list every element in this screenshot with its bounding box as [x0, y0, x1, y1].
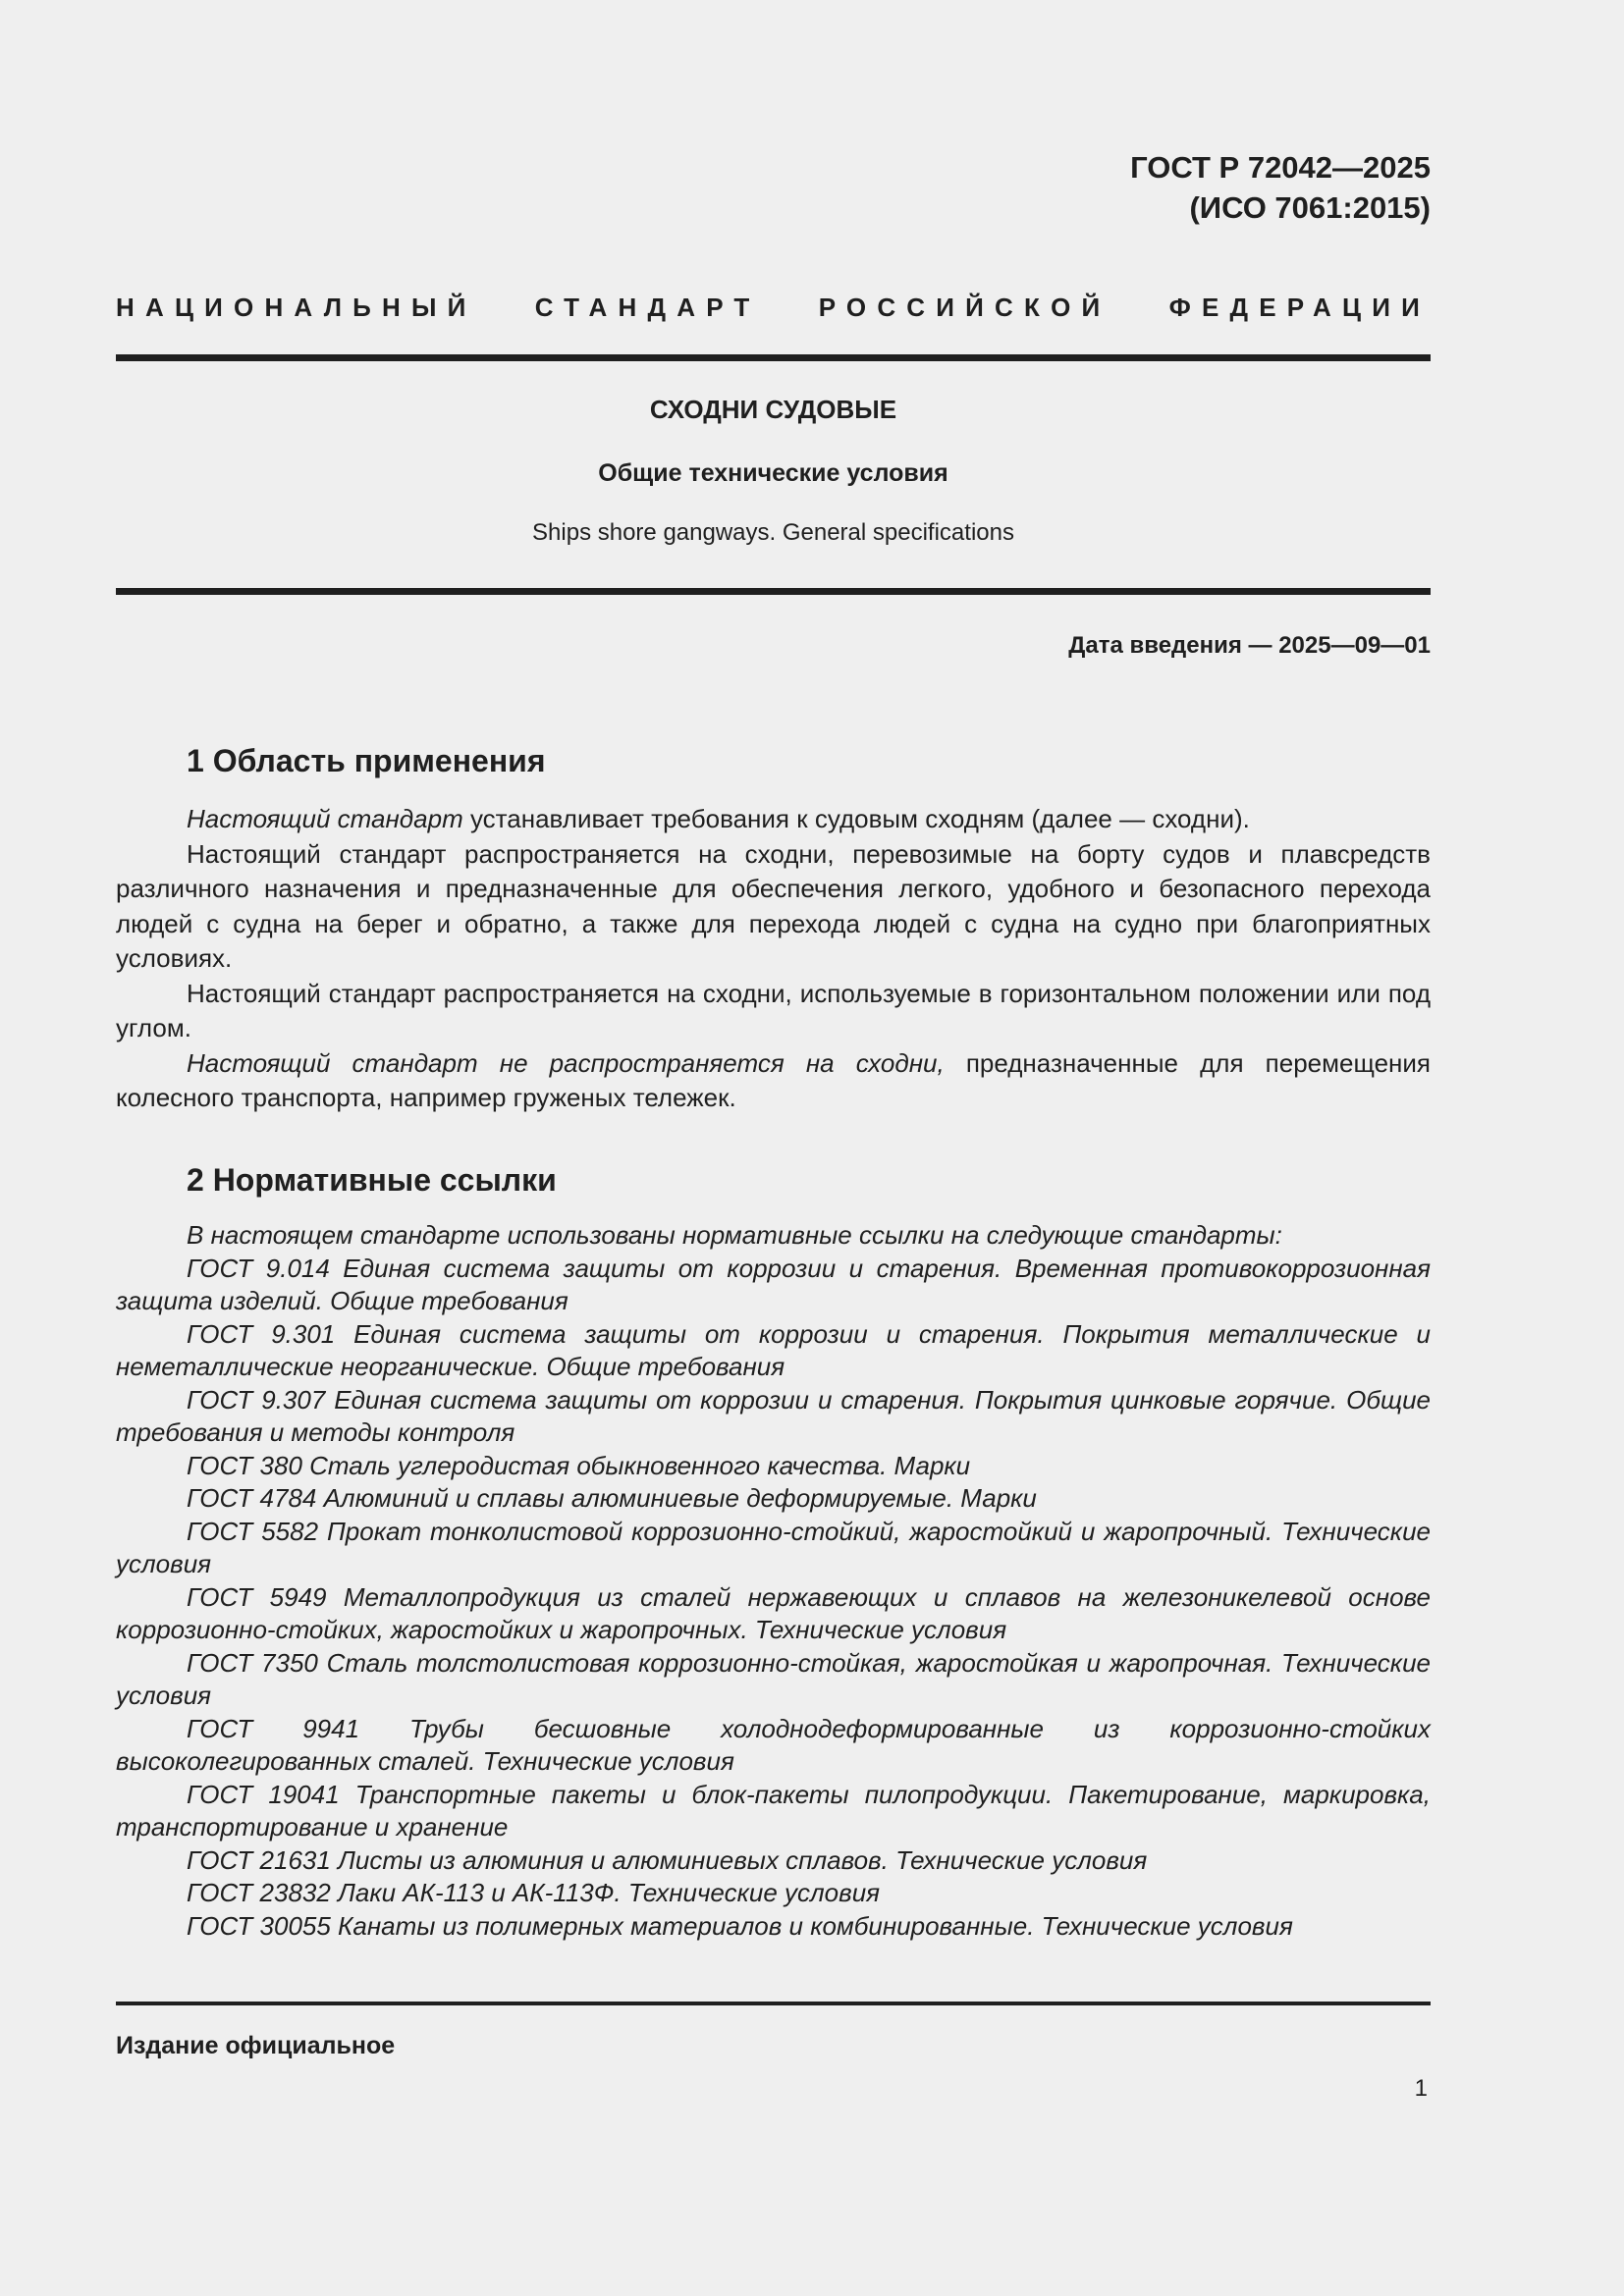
reference-item: ГОСТ 19041 Транспортные пакеты и блок-пакеты пилопродукции. Пакетирование, маркировка, транспортирование и хранение — [116, 1779, 1431, 1842]
introduction-date: Дата введения — 2025—09—01 — [1068, 632, 1431, 659]
section-1-paragraph-4 — [116, 1046, 1431, 1116]
national-standard-title: НАЦИОНАЛЬНЫЙ СТАНДАРТ РОССИЙСКОЙ ФЕДЕРАЦИИ — [116, 293, 1431, 322]
title-divider — [116, 588, 1431, 595]
emphasis-text: Настоящий стандарт не распространяется на сходни, — [187, 1047, 945, 1078]
doc-number-line-1: ГОСТ Р 72042—2025 — [1130, 150, 1431, 185]
emphasis-text: Настоящий стандарт — [187, 804, 463, 833]
paragraph-text: устанавливает требования к судовым сходням (далее — сходни). — [462, 804, 1250, 833]
paragraph-text: предназначенные для перемещения колесного транспорта, например груженых тележек. — [116, 1047, 1431, 1112]
document-number — [1130, 147, 1431, 228]
reference-item: ГОСТ 5949 Металлопродукция из сталей нержавеющих и сплавов на железоникелевой основе коррозионно-стойких, жаростойких и жаропрочных. Технические условия — [116, 1581, 1431, 1644]
reference-item: ГОСТ 7350 Сталь толстолистовая коррозионно-стойкая, жаростойкая и жаропрочная. Технические условия — [116, 1647, 1431, 1710]
main-title: СХОДНИ СУДОВЫЕ — [649, 395, 897, 424]
top-divider — [116, 354, 1431, 361]
section-1-body — [116, 802, 1431, 1116]
reference-item: ГОСТ 9.307 Единая система защиты от коррозии и старения. Покрытия цинковые горячие. Общие требования и методы контроля — [116, 1384, 1431, 1447]
english-title: Ships shore gangways. General specifications — [532, 519, 1014, 546]
reference-item: ГОСТ 380 Сталь углеродистая обыкновенного качества. Марки — [187, 1450, 971, 1480]
page-number: 1 — [1414, 2075, 1428, 2102]
section-1-heading: 1 Область применения — [187, 743, 546, 778]
reference-item: ГОСТ 21631 Листы из алюминия и алюминиевых сплавов. Технические условия — [187, 1844, 1148, 1875]
reference-item: ГОСТ 9941 Трубы бесшовные холоднодеформированные из коррозионно-стойких высоколегированных сталей. Технические условия — [116, 1713, 1431, 1776]
section-1-paragraph-3: Настоящий стандарт распространяется на сходни, используемые в горизонтальном положении или под углом. — [116, 978, 1431, 1042]
reference-item: ГОСТ 30055 Канаты из полимерных материалов и комбинированные. Технические условия — [187, 1910, 1293, 1941]
reference-item: ГОСТ 23832 Лаки АК-113 и АК-113Ф. Технические условия — [187, 1878, 881, 1907]
references-intro: В настоящем стандарте использованы нормативные ссылки на следующие стандарты: — [187, 1220, 1282, 1250]
official-edition-label: Издание официальное — [116, 2032, 396, 2059]
section-1-paragraph-2: Настоящий стандарт распространяется на сходни, перевозимые на борту судов и плавсредств различного назначения и предназначенные для обеспечения легкого, удобного и безопасного перехода людей с судна на берег и обратно, а также для перехода людей с судна на судно при благоприятных условиях. — [116, 838, 1431, 973]
reference-item: ГОСТ 5582 Прокат тонколистовой коррозионно-стойкий, жаростойкий и жаропрочный. Технические условия — [116, 1516, 1431, 1578]
normative-references-list — [116, 1219, 1431, 1943]
section-1-paragraph-1 — [116, 802, 1431, 837]
doc-number-line-2: (ИСО 7061:2015) — [1189, 190, 1431, 225]
footer-divider — [116, 2002, 1431, 2005]
sub-title: Общие технические условия — [598, 459, 948, 487]
reference-item: ГОСТ 4784 Алюминий и сплавы алюминиевые деформируемые. Марки — [187, 1483, 1037, 1513]
reference-item: ГОСТ 9.301 Единая система защиты от коррозии и старения. Покрытия металлические и неметаллические неорганические. Общие требования — [116, 1318, 1431, 1381]
reference-item: ГОСТ 9.014 Единая система защиты от коррозии и старения. Временная противокоррозионная защита изделий. Общие требования — [116, 1253, 1431, 1315]
section-2-heading: 2 Нормативные ссылки — [187, 1162, 557, 1198]
